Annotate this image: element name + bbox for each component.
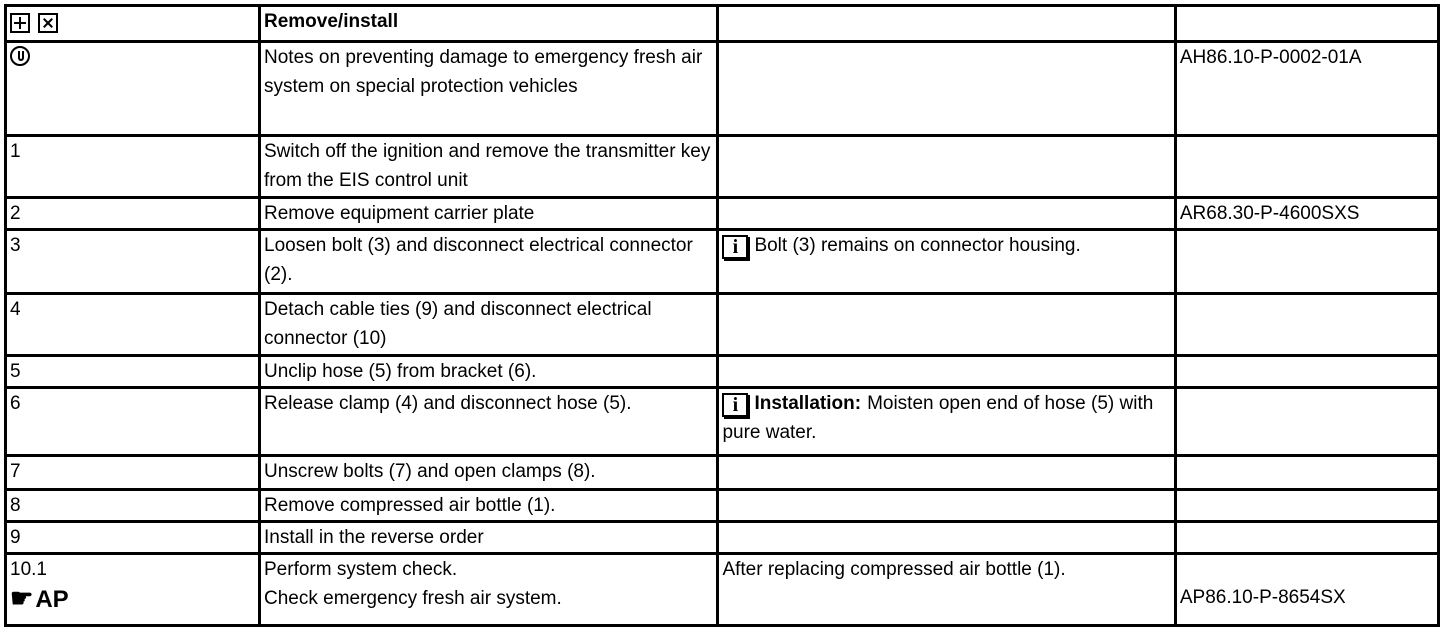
action-cell: Switch off the ignition and remove the transmitter key from the EIS control unit: [260, 136, 718, 198]
note-cell: [718, 356, 1175, 388]
step-cell: 2: [6, 198, 260, 230]
table-row: [6, 230, 1439, 294]
header-title: Remove/install: [260, 6, 718, 42]
header-empty-cell: [1175, 6, 1438, 42]
step-cell: 3: [6, 230, 260, 294]
step-cell: 7: [6, 456, 260, 490]
action-cell: Notes on preventing damage to emergency fresh air system on special protection vehicles: [260, 42, 718, 136]
procedure-table: [4, 4, 1440, 627]
reference-link[interactable]: [1175, 522, 1438, 554]
step-cell: [6, 42, 260, 136]
action-cell: Unscrew bolts (7) and open clamps (8).: [260, 456, 718, 490]
step-cell: 10.1 ☛AP: [6, 554, 260, 626]
note-cell: [718, 490, 1175, 522]
table-row: [6, 522, 1439, 554]
expand-icon[interactable]: [10, 13, 30, 33]
table-row: [6, 554, 1439, 626]
action-cell: Release clamp (4) and disconnect hose (5).: [260, 388, 718, 456]
table-row: [6, 198, 1439, 230]
table-row: [6, 136, 1439, 198]
action-cell: Install in the reverse order: [260, 522, 718, 554]
action-cell: Detach cable ties (9) and disconnect electrical connector (10): [260, 294, 718, 356]
info-icon[interactable]: i: [722, 235, 748, 259]
header-empty-cell: [718, 6, 1175, 42]
note-cell: [718, 42, 1175, 136]
action-cell: Unclip hose (5) from bracket (6).: [260, 356, 718, 388]
table-row: [6, 294, 1439, 356]
step-cell: 1: [6, 136, 260, 198]
note-cell: [718, 294, 1175, 356]
action-cell: Remove equipment carrier plate: [260, 198, 718, 230]
step-cell: 4: [6, 294, 260, 356]
note-cell: After replacing compressed air bottle (1).: [718, 554, 1175, 626]
step-cell: 8: [6, 490, 260, 522]
info-icon[interactable]: i: [722, 393, 748, 417]
step-cell: 6: [6, 388, 260, 456]
note-cell: [718, 198, 1175, 230]
reference-link[interactable]: [1175, 136, 1438, 198]
reference-link[interactable]: [1175, 388, 1438, 456]
note-cell: i Installation: Moisten open end of hose (5) with pure water.: [718, 388, 1175, 456]
reference-link[interactable]: AR68.30-P-4600SXS: [1175, 198, 1438, 230]
table-row: [6, 356, 1439, 388]
table-header-row: [6, 6, 1439, 42]
note-cell: [718, 522, 1175, 554]
reference-link[interactable]: AH86.10-P-0002-01A: [1175, 42, 1438, 136]
reference-link[interactable]: AP86.10-P-8654SX: [1175, 554, 1438, 626]
action-cell: Loosen bolt (3) and disconnect electrical connector (2).: [260, 230, 718, 294]
reference-link[interactable]: [1175, 294, 1438, 356]
reference-link[interactable]: [1175, 490, 1438, 522]
table-row: [6, 388, 1439, 456]
action-cell: Perform system check. Check emergency fresh air system.: [260, 554, 718, 626]
collapse-icon[interactable]: [38, 13, 58, 33]
reference-link[interactable]: [1175, 230, 1438, 294]
pointing-hand-icon[interactable]: ☛AP: [10, 583, 69, 613]
note-cell: [718, 456, 1175, 490]
step-cell: 9: [6, 522, 260, 554]
step-cell: 5: [6, 356, 260, 388]
header-icons-cell: [6, 6, 260, 42]
damage-warning-icon: [10, 46, 30, 66]
note-cell: i Bolt (3) remains on connector housing.: [718, 230, 1175, 294]
reference-link[interactable]: [1175, 356, 1438, 388]
action-cell: Remove compressed air bottle (1).: [260, 490, 718, 522]
reference-link[interactable]: [1175, 456, 1438, 490]
table-row: [6, 490, 1439, 522]
table-row: [6, 42, 1439, 136]
table-row: [6, 456, 1439, 490]
note-cell: [718, 136, 1175, 198]
